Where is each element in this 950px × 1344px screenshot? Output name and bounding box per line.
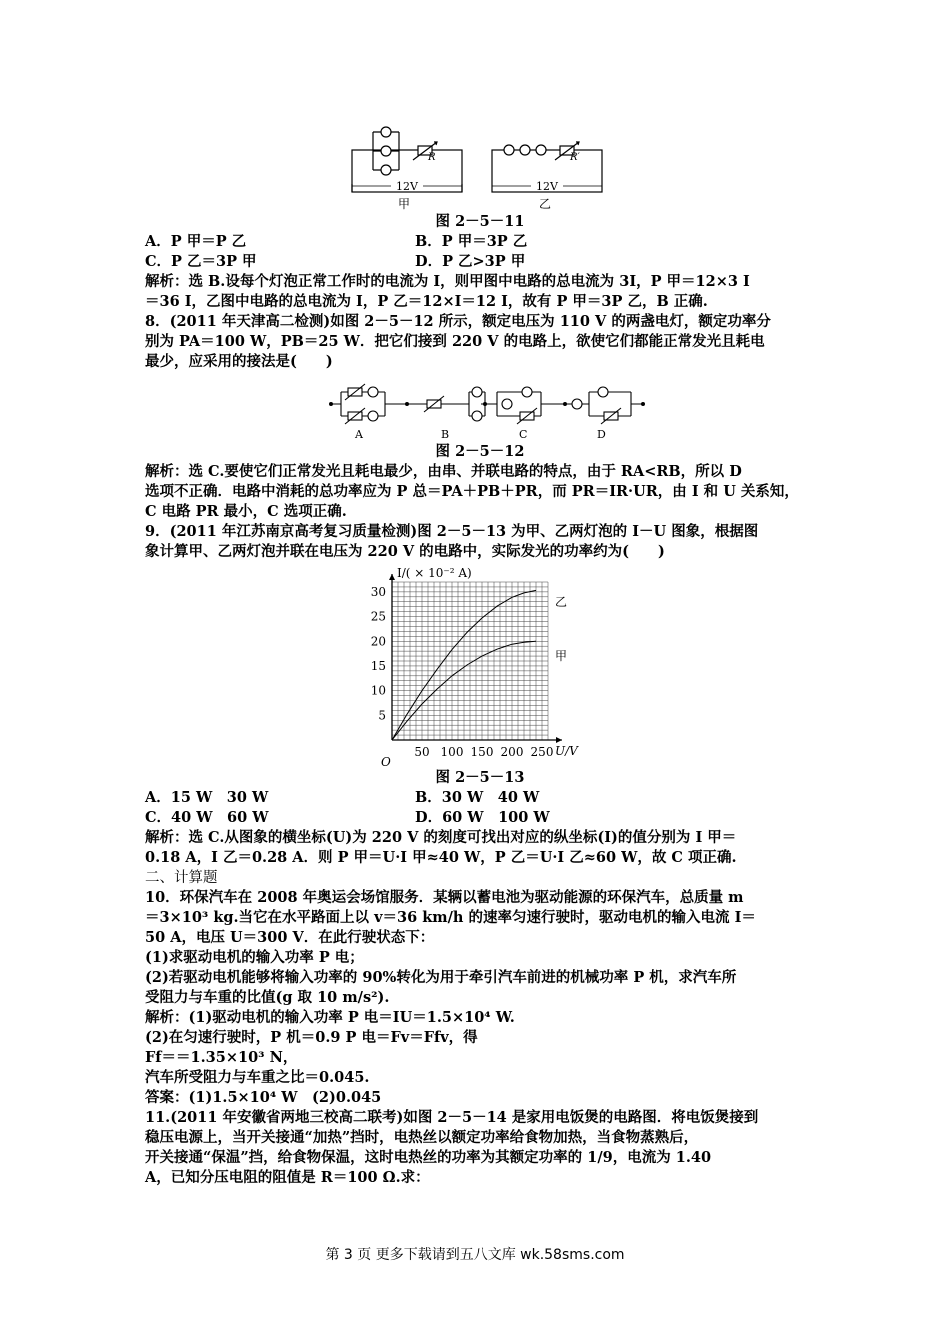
q9-option-c: C．40 W 60 W — [145, 809, 269, 826]
q10-analysis-line: 解析：(1)驱动电机的输入功率 P 电＝IU＝1.5×10⁴ W. — [145, 1009, 515, 1026]
figure-2-5-12 — [145, 372, 815, 442]
q8-text-line: 8．(2011 年天津高二检测)如图 2－5－12 所示，额定电压为 110 V 的两盏电灯，额定功率分 — [145, 313, 771, 330]
x-tick-label: 250 — [530, 745, 554, 759]
figure-2-5-13 — [145, 562, 815, 768]
q10-text-line: 50 A，电压 U＝300 V．在此行驶状态下： — [145, 929, 435, 946]
q9-option-d: D．60 W 100 W — [415, 809, 550, 826]
y-tick-label: 30 — [370, 584, 386, 599]
right-voltage-label: 12V — [536, 180, 558, 193]
q10-analysis-line: (2)在匀速行驶时，P 机＝0.9 P 电＝Fv＝Ffv，得 — [145, 1029, 478, 1046]
q7-options-row2 — [145, 252, 815, 272]
q9-options-row2 — [145, 808, 815, 828]
q8-analysis-line: 选项不正确．电路中消耗的总功率应为 P 总＝PA＋PB＋PR，而 PR＝IR·UR，由 I 和 U 关系知， — [145, 483, 799, 500]
series-label-yi: 乙 — [555, 595, 568, 609]
q7-option-a: A．P 甲＝P 乙 — [145, 233, 247, 250]
q10-answer-line: 答案：(1)1.5×10⁴ W (2)0.045 — [145, 1089, 382, 1106]
q7-option-c: C．P 乙＝3P 甲 — [145, 253, 257, 270]
series-label-jia: 甲 — [555, 649, 568, 663]
q7-option-d: D．P 乙>3P 甲 — [415, 253, 526, 270]
q11-text-line: 开关接通“保温”挡，给食物保温，这时电热丝的功率为其额定功率的 1/9，电流为 1.40 — [145, 1149, 712, 1166]
q9-text-line: 9．(2011 年江苏南京高考复习质量检测)图 2－5－13 为甲、乙两灯泡的 I－U 图象，根据图 — [145, 523, 759, 540]
q7-analysis-line: 解析：选 B.设每个灯泡正常工作时的电流为 I，则甲图中电路的总电流为 3I，P 甲＝12×3 I — [145, 273, 750, 290]
x-tick-label: 100 — [440, 745, 464, 759]
left-resistor-label: R — [428, 152, 436, 163]
circuit-options-12 — [145, 372, 815, 442]
x-tick-label: 200 — [500, 745, 524, 759]
left-voltage-label: 12V — [396, 180, 418, 193]
q9-option-b: B．30 W 40 W — [415, 789, 540, 806]
q9-option-a: A．15 W 30 W — [145, 789, 269, 806]
q9-options-row1 — [145, 788, 815, 808]
y-axis-label: I/( × 10⁻² A) — [397, 566, 472, 580]
y-tick-label: 20 — [370, 634, 386, 649]
q8-text-line: 别为 PA＝100 W，PB＝25 W．把它们接到 220 V 的电路上，欲使它们都能正常发光且耗电 — [145, 333, 765, 350]
option-label-c: C — [519, 428, 528, 441]
circuit-diagram-11 — [145, 120, 815, 212]
section-heading: 二、计算题 — [145, 870, 218, 886]
x-axis-label: U/V — [555, 744, 578, 758]
q10-text-line: 受阻力与车重的比值(g 取 10 m/s²). — [145, 989, 390, 1006]
left-figure-name: 甲 — [398, 197, 411, 211]
q8-text-line: 最少，应采用的接法是( ) — [145, 353, 333, 370]
right-figure-name: 乙 — [539, 197, 552, 211]
q10-text-line: ＝3×10³ kg.当它在水平路面上以 v＝36 km/h 的速率匀速行驶时，驱动电机的输入电流 I＝ — [145, 909, 756, 926]
page-footer: 第 3 页 更多下载请到五八文库 wk.58sms.com — [325, 1247, 625, 1263]
q8-analysis-line: C 电路 PR 最小，C 选项正确. — [145, 503, 347, 520]
y-tick-label: 10 — [370, 683, 386, 698]
option-label-b: B — [441, 428, 450, 441]
y-axis-arrow — [389, 574, 395, 580]
q7-analysis-line: ＝36 I，乙图中电路的总电流为 I，P 乙＝12×I＝12 I，故有 P 甲＝3P 乙，B 正确. — [145, 293, 708, 310]
q9-analysis-line: 0.18 A，I 乙＝0.28 A．则 P 甲＝U·I 甲≈40 W，P 乙＝U·I 乙≈60 W，故 C 项正确. — [145, 849, 737, 866]
q10-text-line: (2)若驱动电机能够将输入功率的 90%转化为用于牵引汽车前进的机械功率 P 机，求汽车所 — [145, 969, 737, 986]
x-tick-label: 50 — [414, 745, 430, 759]
x-axis-arrow — [556, 737, 562, 743]
q7-options-row1 — [145, 232, 815, 252]
origin-label: O — [381, 755, 391, 768]
figure-caption-11: 图 2－5－11 — [435, 213, 525, 230]
q9-text-line: 象计算甲、乙两灯泡并联在电压为 220 V 的电路中，实际发光的功率约为( ) — [145, 543, 665, 560]
option-label-d: D — [597, 428, 606, 441]
figure-caption-13: 图 2－5－13 — [435, 769, 525, 786]
y-tick-label: 5 — [378, 708, 386, 723]
iu-chart — [145, 562, 815, 768]
q10-text-line: (1)求驱动电机的输入功率 P 电； — [145, 949, 364, 966]
q11-text-line: A，已知分压电阻的阻值是 R＝100 Ω.求： — [145, 1169, 430, 1186]
figure-2-5-11 — [145, 120, 815, 212]
page-content — [145, 120, 815, 1188]
q11-text-line: 11.(2011 年安徽省两地三校高二联考)如图 2－5－14 是家用电饭煲的电路图．将电饭煲接到 — [145, 1109, 759, 1126]
q9-analysis-line: 解析：选 C.从图象的横坐标(U)为 220 V 的刻度可找出对应的纵坐标(I)的值分别为 I 甲＝ — [145, 829, 737, 846]
x-tick-label: 150 — [470, 745, 494, 759]
y-tick-label: 15 — [370, 658, 386, 673]
figure-caption-12: 图 2－5－12 — [435, 443, 525, 460]
q10-analysis-line: Ff＝＝1.35×10³ N， — [145, 1049, 298, 1066]
q7-option-b: B．P 甲＝3P 乙 — [415, 233, 528, 250]
q10-text-line: 10．环保汽车在 2008 年奥运会场馆服务．某辆以蓄电池为驱动能源的环保汽车，总质量 m — [145, 889, 744, 906]
q8-analysis-line: 解析：选 C.要使它们正常发光且耗电最少，由串、并联电路的特点，由于 RA<RB，所以 D — [145, 463, 742, 480]
q11-text-line: 稳压电源上，当开关接通“加热”挡时，电热丝以额定功率给食物加热，当食物蒸熟后， — [145, 1129, 699, 1146]
q10-analysis-line: 汽车所受阻力与车重之比＝0.045. — [145, 1069, 370, 1086]
y-tick-label: 25 — [370, 609, 386, 624]
option-label-a: A — [355, 428, 363, 441]
right-resistor-label: R′ — [570, 152, 580, 163]
